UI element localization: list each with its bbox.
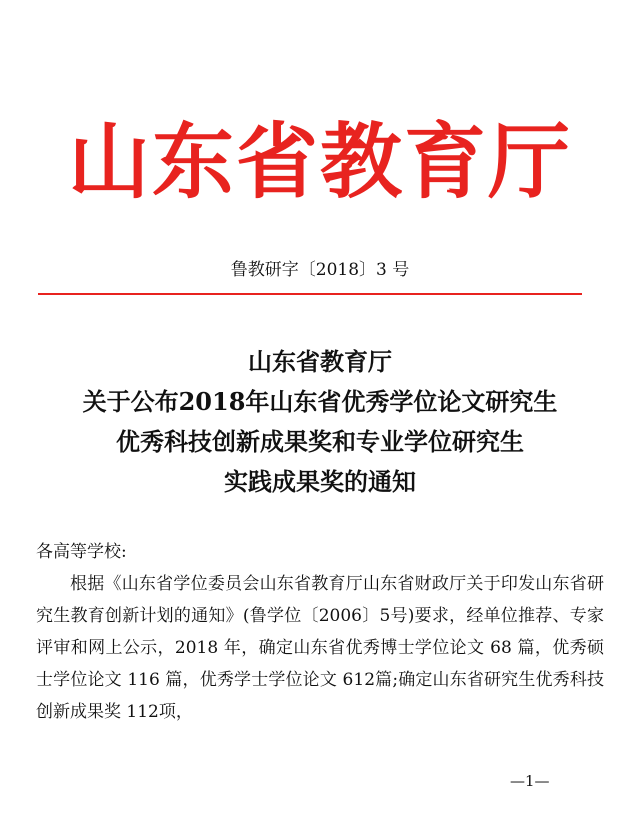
title-line: 优秀科技创新成果奖和专业学位研究生 [116,427,524,456]
red-separator-line [38,293,582,295]
title-line: 实践成果奖的通知 [224,467,416,496]
title-line: 山东省教育厅 [248,347,392,376]
issuing-agency-header: 山东省教育厅 [67,114,572,210]
page-number: —1— [510,772,550,790]
body-paragraph: 根据《山东省学位委员会山东省教育厅山东省财政厅关于印发山东省研究生教育创新计划的通知》(鲁学位〔2006〕5号)要求，经单位推荐、专家评审和网上公示，2018 年，确定山东省优秀博士学位论文 68 篇，优秀硕士学位论文 116 篇，优秀学士学位论文 612篇;确定山东省研究生优秀科技创新成果奖 112项， [36,574,604,722]
salutation: 各高等学校: [36,542,127,562]
document-number: 鲁教研字〔2018〕3 号 [230,260,410,280]
document-body [36,536,604,728]
document-title [0,342,640,502]
title-line: 关于公布2018年山东省优秀学位论文研究生 [82,387,558,416]
